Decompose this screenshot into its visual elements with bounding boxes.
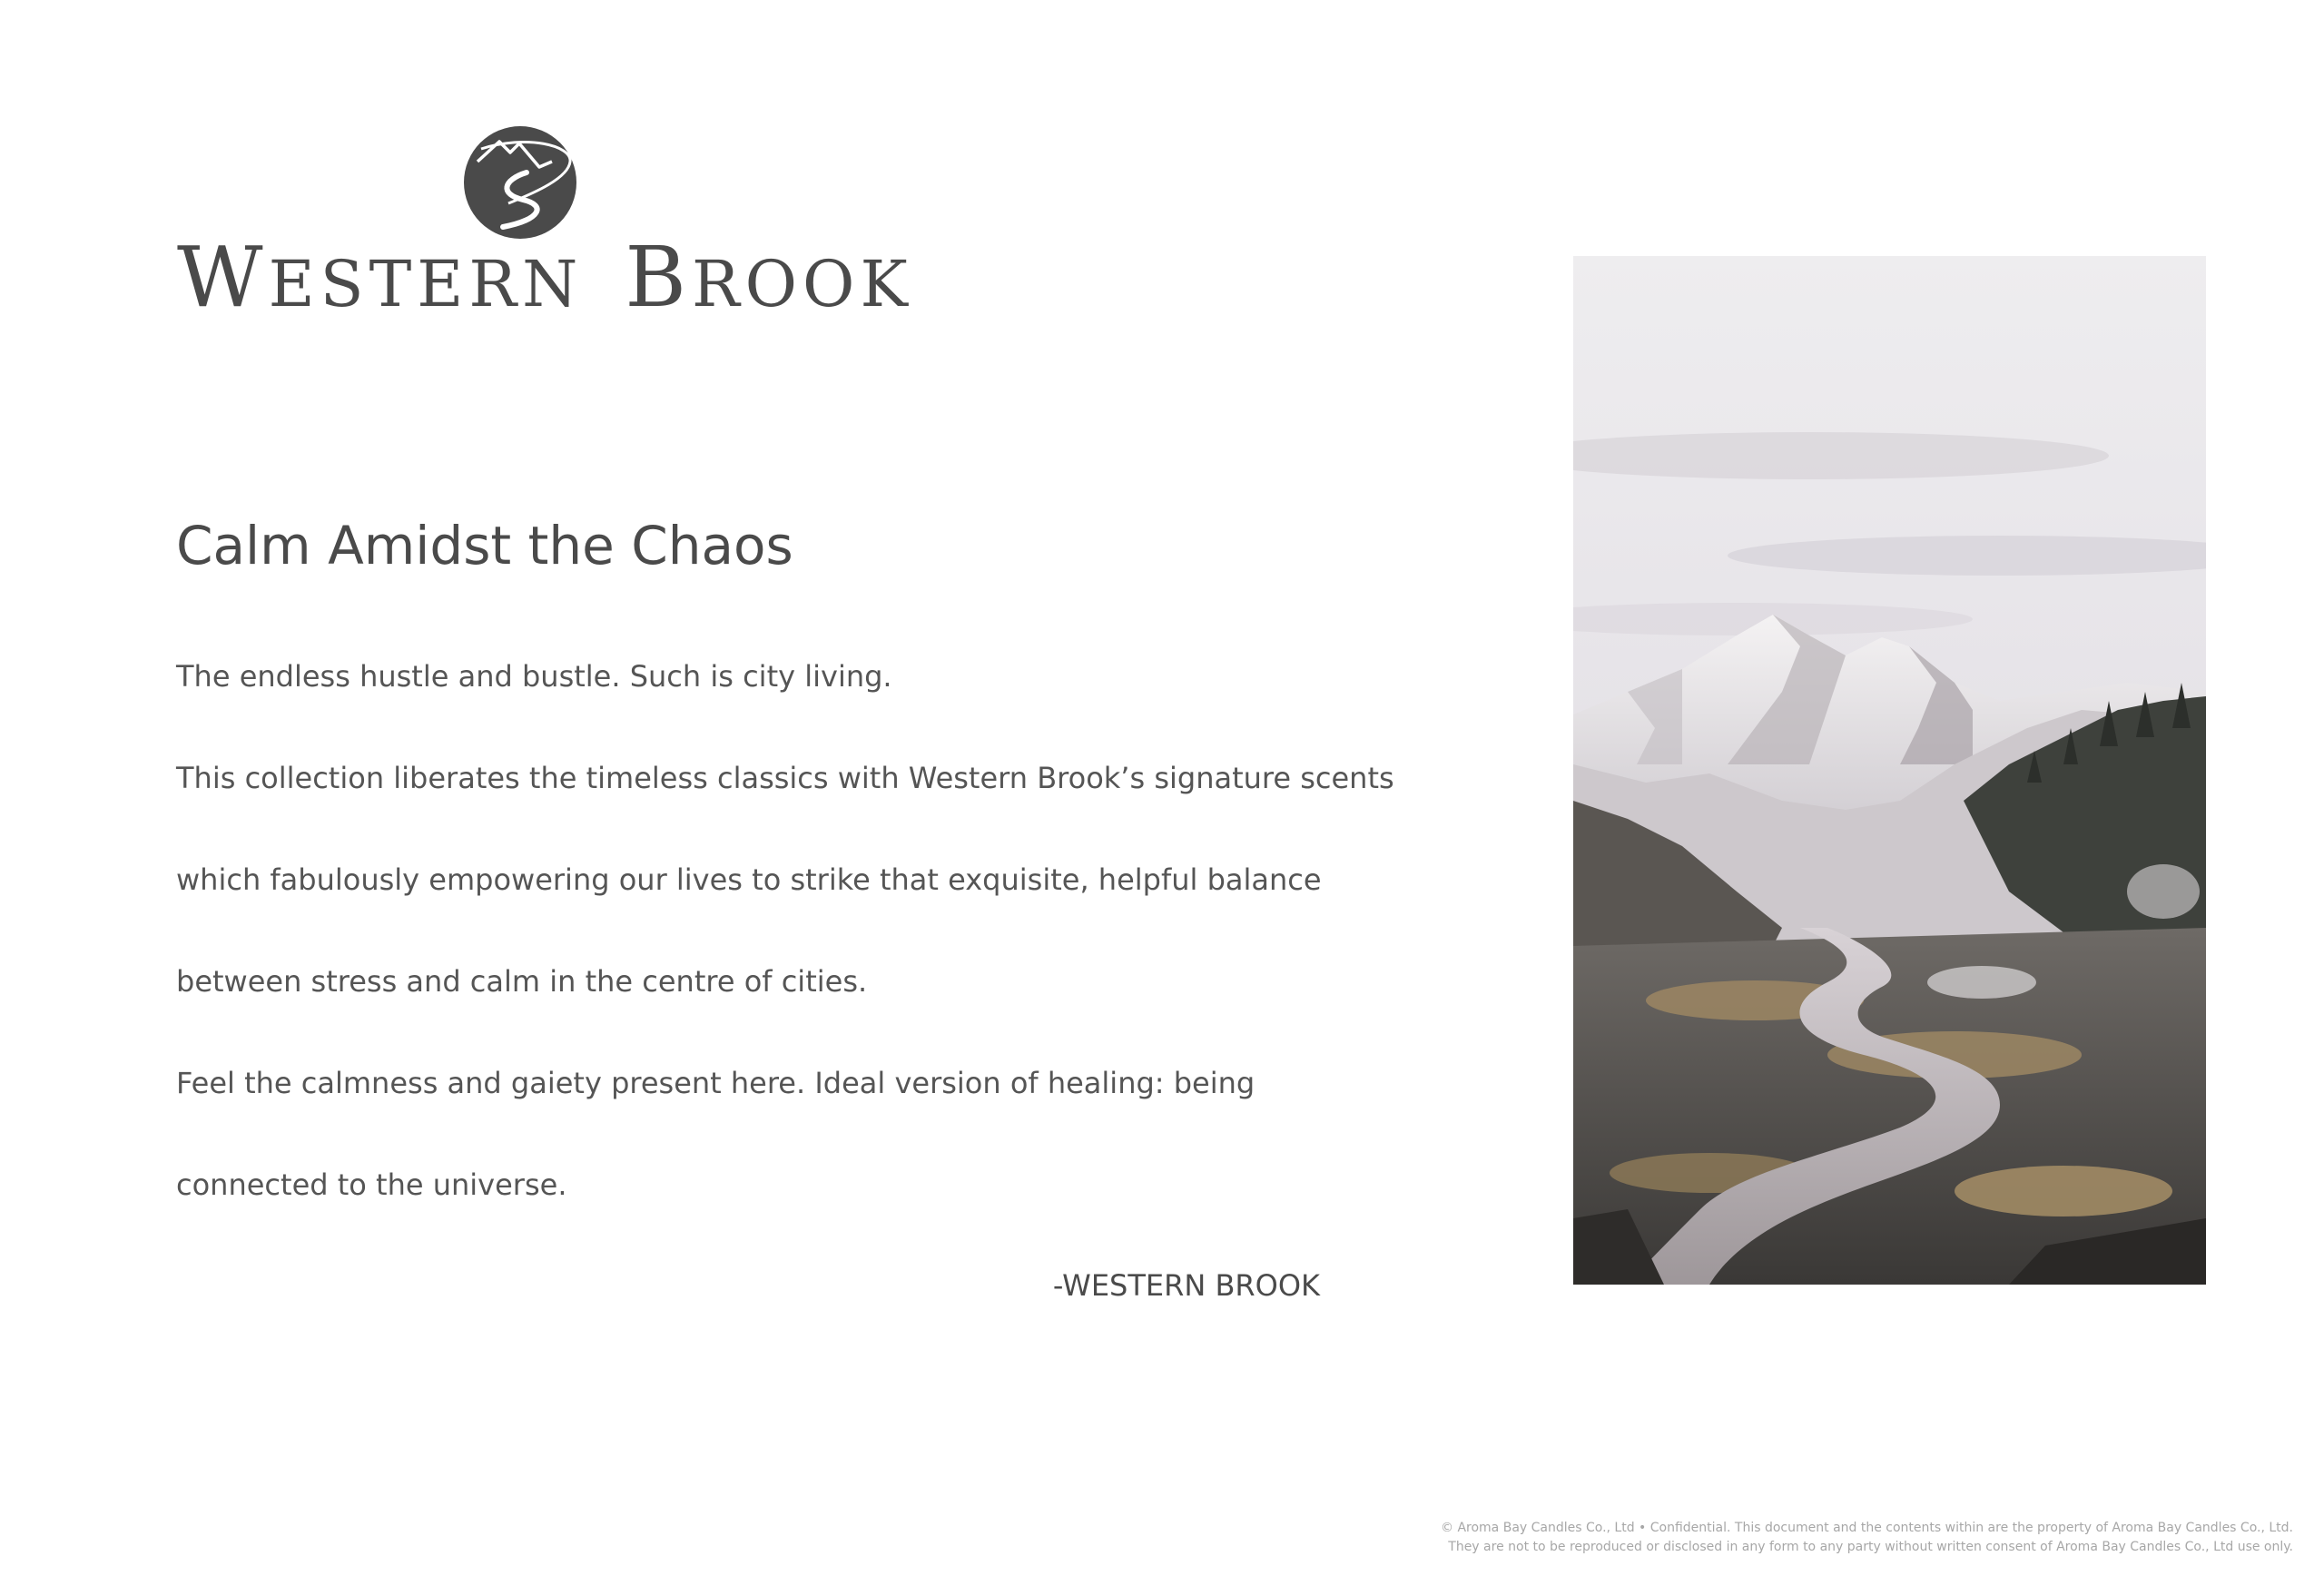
wordmark-w: W xyxy=(177,229,269,326)
body-line-3: which fabulously empowering our lives to strike that exquisite, helpful balance xyxy=(176,862,1322,897)
page-headline: Calm Amidst the Chaos xyxy=(176,515,793,576)
mountain-river-emblem-icon xyxy=(463,125,577,240)
legal-line-2: They are not to be reproduced or disclosed in any form to any party without written consent of Aroma Bay Candles Co., Ltd use only. xyxy=(1448,1540,2293,1554)
legal-line-1: © Aroma Bay Candles Co., Ltd • Confidential. This document and the contents within are the property of Aroma Bay Candles Co., Ltd. xyxy=(1441,1521,2293,1535)
signature: -WESTERN BROOK xyxy=(1052,1268,1320,1303)
body-line-6: connected to the universe. xyxy=(176,1167,567,1202)
body-line-5: Feel the calmness and gaiety present here. Ideal version of healing: being xyxy=(176,1066,1256,1100)
body-line-1: The endless hustle and bustle. Such is city living. xyxy=(176,659,892,694)
wordmark-b: B xyxy=(625,229,692,326)
mountain-river-image xyxy=(1573,256,2206,1285)
brand-logo xyxy=(177,125,913,326)
body-line-4: between stress and calm in the centre of cities. xyxy=(176,964,868,999)
wordmark-estern: ESTERN xyxy=(268,247,584,321)
wordmark-rook: ROOK xyxy=(691,247,913,321)
body-line-2: This collection liberates the timeless classics with Western Brook’s signature scents xyxy=(176,761,1394,795)
landscape-photo xyxy=(1573,256,2206,1285)
brand-wordmark xyxy=(177,229,913,326)
legal-notice xyxy=(1441,1519,2293,1557)
